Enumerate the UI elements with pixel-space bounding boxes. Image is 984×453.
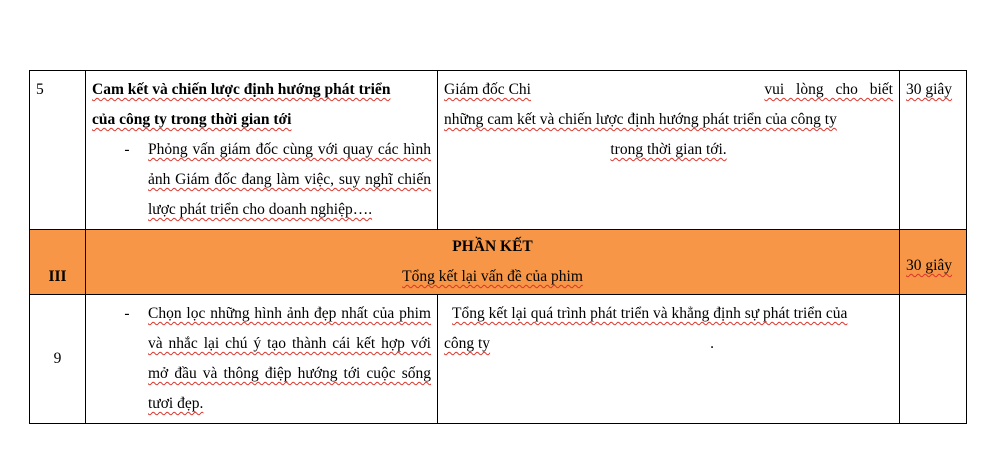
content-line-1b: vui lòng cho biết: [764, 81, 893, 98]
section-title: PHẦN KẾT: [452, 238, 533, 255]
row-number-text: 5: [36, 81, 44, 98]
content-line-1: Tổng kết lại quá trình phát triển và khẳng định sự phát triển của: [452, 305, 848, 322]
bullet-dash: -: [124, 141, 130, 158]
table-row: [30, 71, 967, 230]
row-number: [30, 71, 86, 230]
content-line-2: [444, 329, 893, 359]
scene-title-line1: Cam kết và chiến lược định hướng phát triển: [92, 81, 391, 98]
row-number-text: 9: [53, 350, 62, 367]
section-number-text: III: [48, 268, 67, 285]
section-duration: 30 giây: [906, 257, 953, 274]
duration-cell: [900, 295, 967, 424]
table-row: [30, 295, 967, 424]
bullet-text: Chọn lọc những hình ảnh đẹp nhất của phim và nhắc lại chú ý tạo thành cái kết hợp với mở đầu và thông điệp hướng tới cuộc sống tươi đẹp.: [148, 305, 431, 412]
section-row: [30, 230, 967, 295]
scene-cell: [86, 295, 438, 424]
content-line-2a: công ty: [444, 335, 491, 352]
script-table: [29, 70, 967, 424]
bullet-dash: -: [124, 305, 130, 322]
content-cell: [438, 71, 900, 230]
bullet-text: Phỏng vấn giám đốc cùng với quay các hình ảnh Giám đốc đang làm việc, suy nghĩ chiến lược phát triển cho doanh nghiệp….: [148, 141, 431, 218]
section-number: [30, 230, 86, 295]
section-duration-cell: [900, 230, 967, 295]
row-number: [30, 295, 86, 424]
content-line-1: [444, 75, 893, 105]
bullet-item: [92, 299, 431, 419]
scene-title-line2: của công ty trong thời gian tới: [92, 111, 292, 128]
bullet-item: [92, 135, 431, 225]
section-subtitle: Tổng kết lại vấn đề của phim: [402, 268, 583, 285]
content-line-2b: .: [710, 335, 714, 352]
section-title-cell: [86, 230, 900, 295]
duration-cell: [900, 71, 967, 230]
content-cell: [438, 295, 900, 424]
content-line-1a: Giám đốc Chi: [444, 81, 531, 98]
scene-cell: [86, 71, 438, 230]
content-line-2: những cam kết và chiến lược định hướng phát triển của công ty: [444, 111, 837, 128]
duration-text: 30 giây: [906, 81, 953, 98]
content-line-3: trong thời gian tới.: [610, 141, 727, 158]
